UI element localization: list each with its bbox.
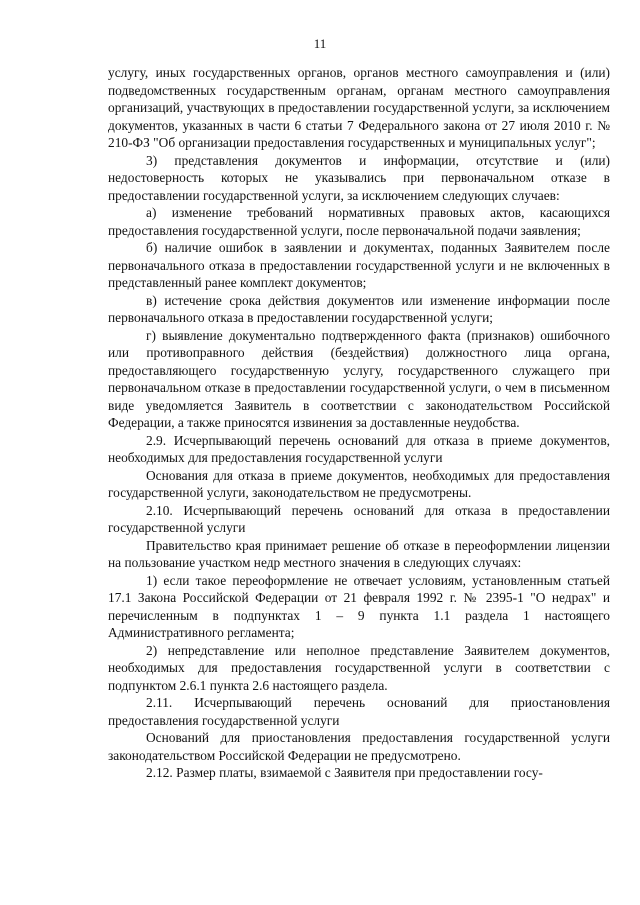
paragraph: г) выявление документально подтвержденного факта (признаков) ошибочного или противоправного действия (бездействия) должностного лица органа, предоставляющего государственную услугу, государственного служащего при первоначальном отказе в предоставлении государственной услуги, о чем в письменном виде уведомляется Заявитель в соответствии с законодательством Российской Федерации, а также приносятся извинения за доставленные неудобства.: [108, 327, 610, 430]
paragraph: Правительство края принимает решение об отказе в переоформлении лицензии на пользование участком недр местного значения в следующих случаях:: [108, 537, 610, 570]
paragraph: Основания для отказа в приеме документов, необходимых для предоставления государственной услуги, законодательством не предусмотрены.: [108, 467, 610, 500]
section-heading: 2.9. Исчерпывающий перечень оснований для отказа в приеме документов, необходимых для предоставления государственной услуги: [108, 432, 610, 465]
paragraph: в) истечение срока действия документов или изменение информации после первоначального отказа в предоставлении государственной услуги;: [108, 292, 610, 325]
section-heading: 2.11. Исчерпывающий перечень оснований для приостановления предоставления государственной услуги: [108, 695, 610, 728]
paragraph: 3) представления документов и информации, отсутствие и (или) недостоверность которых не указывались при первоначальном отказе в предоставлении государственной услуги, за исключением следующих случаев:: [108, 152, 610, 203]
paragraph: а) изменение требований нормативных правовых актов, касающихся предоставления государственной услуги, после первоначальной подачи заявления;: [108, 205, 610, 238]
paragraph: 2) непредставление или неполное представление Заявителем документов, необходимых для предоставления государственной услуги в соответствии с подпунктом 2.6.1 пункта 2.6 настоящего раздела.: [108, 642, 610, 693]
document-body: [108, 64, 610, 782]
paragraph: 1) если такое переоформление не отвечает условиям, установленным статьей 17.1 Закона Российской Федерации от 21 февраля 1992 г. № 2395-1 "О недрах" и перечисленным в подпунктах 1 – 9 пункта 1.1 раздела 1 настоящего Административного регламента;: [108, 572, 610, 640]
page-number: 11: [313, 36, 327, 51]
paragraph: Оснований для приостановления предоставления государственной услуги законодательством Российской Федерации не предусмотрено.: [108, 730, 610, 763]
section-heading: 2.10. Исчерпывающий перечень оснований для отказа в предоставлении государственной услуги: [108, 502, 610, 535]
paragraph: б) наличие ошибок в заявлении и документах, поданных Заявителем после первоначального отказа в предоставлении государственной услуги и не включенных в представленный ранее комплект документов;: [108, 240, 610, 290]
paragraph: услугу, иных государственных органов, органов местного самоуправления и (или) подведомственных государственным органам, органам местного самоуправления организаций, участвующих в предоставлении государственной услуги, за исключением документов, указанных в части 6 статьи 7 Федерального закона от 27 июля 2010 г. № 210-ФЗ "Об организации предоставления государственных и муниципальных услуг";: [108, 65, 610, 150]
section-heading: 2.12. Размер платы, взимаемой с Заявителя при предоставлении госу-: [146, 765, 543, 780]
